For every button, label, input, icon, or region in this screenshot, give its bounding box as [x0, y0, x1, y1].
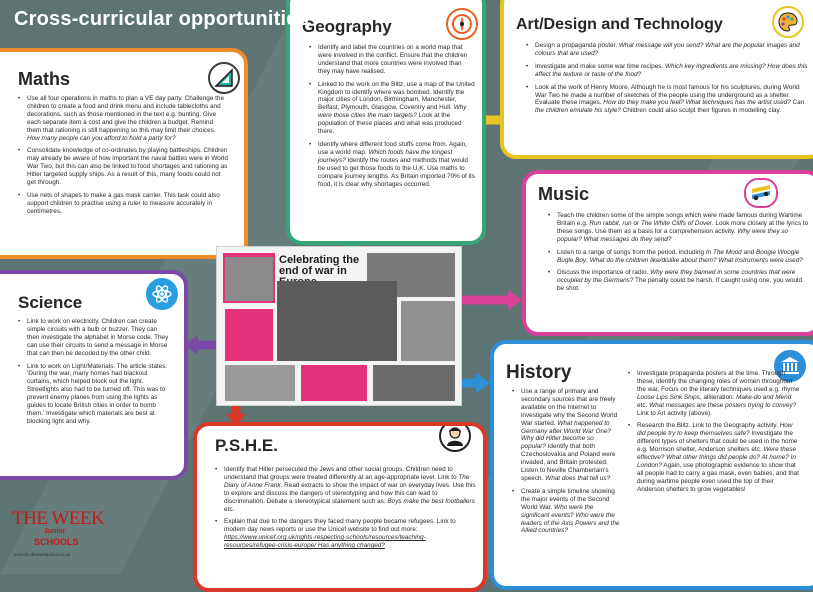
list-item: • Identify where different food stuffs come from. Again, use a world map. Which foods have the longest journeys? Identify the routes and methods that would be used to get those foods to the U.K. Use maths to compare journey lengths. As Britain imported 70% of its food, it is clear why shortages occurred. — [309, 141, 475, 188]
list-item: • Use a range of primary and secondary sources that are freely available on the Internet to investigate why the Second World War started. What happened to Germany after World War One? Why did Hitler become so popular? Identify that both Czechoslovakia and Poland were invaded, and Britain protested. Listen to Neville Chamberlain's speech. What does that tell us? — [512, 388, 620, 483]
art-heading: Art/Design and Technology — [516, 16, 723, 33]
spread-pink-block — [301, 365, 367, 401]
list-item: • Create a simple timeline showing the major events of the Second World War. Who were the significant events? Who were the leaders of the Axis Powers and the Allied countries? — [512, 488, 620, 535]
spread-photo — [225, 365, 295, 401]
list-item: • Identify that Hitler persecuted the Jews and other social groups. Children need to understand that groups were treated differently at an age-appropriate level. Link to The Diary of Anne Frank. Read extracts to show the impact of war on everyday lives. Use this to explore and discuss the dangers of stereotyping and how this can lead to discrimination. Debate a stereotypical statement such as: Boys make the best footballers etc. — [215, 466, 477, 513]
list-item: • Identify and label the countries on a world map that were involved in the conflict. Ensure that the children understand that more countries were involved than they may have realised. — [309, 44, 475, 76]
list-item: • Consolidate knowledge of co-ordinates by playing battleships. Children may already be aware of how important the naval battles were in World War Two, but this can also be linked to food shortages and rationing as Hitler targeted supply ships. As a result of this, many foods could not get through. — [18, 147, 228, 187]
list-item: • Design a propaganda poster. What message will you send? What are the popular images and colours that are used? — [526, 42, 812, 58]
pshe-panel — [193, 422, 487, 592]
logo-url: schools.theweekjunior.co.uk — [14, 552, 71, 557]
spread-photo — [401, 301, 455, 361]
list-item: • Teach the children some of the simple songs which were made famous during Wartime Britain e.g. Run rabbit, run or The White Cliffs of Dover. Look more closely at the lyrics to these songs. Use them as a basis for a comprehension activity. Why were they so popular? What messages do they send? — [548, 212, 810, 244]
logo-line: THE WEEK — [12, 508, 105, 529]
list-item: • Link to work on electricity. Children can create simple circuits with a bulb or buzzer. They can then investigate the alphabet in Morse code. They can use their circuits to send a message in Morse that can then be decoded by the other child. — [18, 318, 170, 358]
geography-heading: Geography — [302, 17, 392, 36]
spread-photo — [373, 365, 455, 401]
spread-photo — [277, 281, 397, 361]
list-item: • Listen to a range of songs from the period, including In The Mood and Boogie Woogie Bugle Boy. What do the children like/dislike about them? What instruments were used? — [548, 249, 810, 265]
logo-line: Junior — [44, 528, 66, 535]
history-list-right — [628, 370, 800, 499]
compass-icon — [446, 8, 478, 40]
list-item: • Investigate and make some war time recipes. Which key ingredients are missing? How does this affect the texture or taste of the food? — [526, 63, 812, 79]
geography-list — [309, 44, 475, 193]
list-item: • Look at the work of Henry Moore. Although he is most famous for his sculptures, during World War Two he made a number of sketches of the people using the underground as a shelter. Evaluate these images. How do they make you feel? What techniques has the artist used? Can the children emulate his style? Children could also sculpt their figures in modelling clay. — [526, 84, 812, 116]
the-week-junior-logo — [12, 508, 104, 568]
magazine-spread-image — [216, 246, 462, 406]
science-panel — [0, 270, 188, 480]
science-list — [18, 318, 170, 431]
list-item: • Discuss the importance of radio. Why were they banned in some countries that were occupied by the Germans? The penalty could be harsh. If caught using one, you would be shot. — [548, 269, 810, 293]
art-list — [526, 42, 812, 120]
music-panel — [522, 170, 813, 336]
history-heading: History — [506, 362, 572, 383]
music-notes-icon — [744, 178, 778, 208]
maths-heading: Maths — [18, 69, 71, 89]
list-item: • Link to work on Light/Materials. The article states: 'During the war, many homes had blackout curtains, which helped block out the light. Streetlights also had to be turned off. This was to prevent enemy planes from using the lights as guides to locate British cities in order to bomb them.' Investigate which materials are best at blocking light and why. — [18, 363, 170, 426]
music-list — [548, 212, 810, 298]
list-item: • Research the Blitz. Link to the Geography activity. How did people try to keep themselves safe? Investigate the different types of shelters that could be used in the home e.g. Morrison shelter, Anderson shelters etc. Were these effective? What other things did people do? At home? In London? Again, use photographic evidence to show that all people had to carry a gas mask, even babies, and that during wartime people even used the top of their Anderson shelters to grow vegetables! — [628, 422, 800, 493]
list-item: • Investigate propaganda posters at the time. Through these, identify the changing roles of women throughout the war. Focus on the literary techniques used e.g. rhyme Loose Lips Sink Ships, alliteration: Make-do and Mend etc. What messages are these posters trying to convey? Link to Art activity (above). — [628, 370, 800, 417]
list-item: • Explain that due to the dangers they faced many people became refugees. Link to modern day news reports or use the Unicef website to find out more: https://www.unicef.org.uk/rights-respecting-schools/resources/teaching-resources/refugee-crisis-europe/ Has anything changed? — [215, 518, 477, 550]
pshe-list — [215, 466, 477, 555]
list-item: • Use all four operations in maths to plan a VE day party. Challenge the children to create a food and drink menu and include tablecloths and decorations, such as those mentioned in the text e.g. bunting. Give each separate item a cost and give the children a budget. Remind them that rationing is still happening so this may limit their choices. How many people can you afford to hold a party for? — [18, 95, 228, 142]
geography-panel — [286, 0, 486, 245]
science-heading: Science — [18, 293, 83, 312]
history-panel — [490, 340, 813, 590]
palette-icon — [772, 6, 804, 38]
person-icon — [439, 422, 471, 452]
spread-pink-block — [225, 309, 273, 361]
music-heading: Music — [538, 184, 590, 204]
atom-icon — [146, 278, 178, 310]
history-list-left — [512, 388, 620, 540]
spread-title: Celebrating the end of war in — [279, 254, 360, 277]
spread-photo — [225, 257, 273, 301]
set-square-icon — [208, 62, 240, 94]
art-panel — [500, 0, 813, 159]
logo-line: SCHOOLS — [34, 537, 79, 547]
pshe-heading: P.S.H.E. — [215, 436, 278, 455]
page-title: Cross-curricular opportunities — [14, 8, 309, 30]
maths-panel — [0, 48, 248, 259]
list-item: • Use nets of shapes to make a gas mask carrier. This task could also support children to practise using a ruler to measure accurately in centimetres. — [18, 192, 228, 216]
maths-list — [18, 95, 228, 221]
list-item: • Linked to the work on the Blitz, use a map of the United Kingdom to identify where was bombed. Identify the major cities of London, Birmingham, Manchester, Belfast, Plymouth, Glasgow, Coventry and Hull. Why were those cities the main targets? Look at the population of these places and what was produced there. — [309, 81, 475, 136]
